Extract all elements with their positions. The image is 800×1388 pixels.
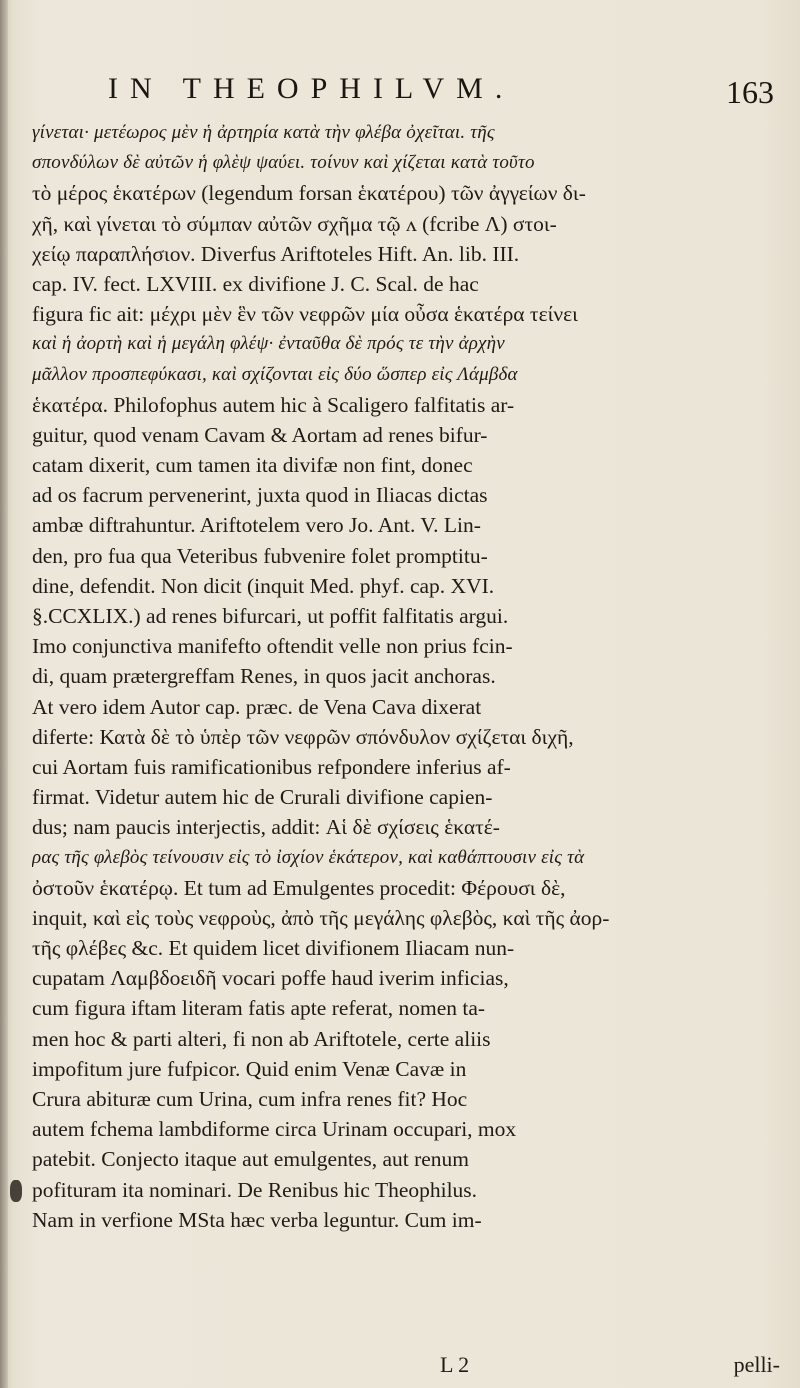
text-line: χείῳ παραπλήσιον. Diverfus Ariftoteles Hift. An. lib. III.: [32, 241, 520, 266]
text-line: ἑκατέρα. Philofophus autem hic à Scaligero falfitatis ar-: [32, 392, 515, 417]
text-line: σπονδύλων δὲ αὐτῶν ἡ φλὲψ ψαύει. τοίνυν καὶ χίζεται κατὰ τοῦτο: [32, 152, 535, 174]
text-line: cui Aortam fuis ramificationibus refpondere inferius af-: [32, 754, 511, 779]
text-line: ambæ diftrahuntur. Ariftotelem vero Jo. Ant. V. Lin-: [32, 513, 481, 538]
text-line: καὶ ἡ ἀορτὴ καὶ ἡ μεγάλη φλέψ· ἐνταῦθα δὲ πρός τε τὴν ἀρχὴν: [32, 333, 505, 355]
ink-blot: [10, 1180, 22, 1202]
text-line: autem fchema lambdiforme circa Urinam occupari, mox: [32, 1117, 517, 1142]
text-line: inquit, καὶ εἰς τοὺς νεφροὺς, ἀπὸ τῆς μεγάλης φλεβὸς, καὶ τῆς ἀορ-: [32, 905, 610, 930]
text-line: γίνεται· μετέωρος μὲν ἡ ἀρτηρία κατὰ τὴν φλέβα ὀχεῖται. τῆς: [32, 122, 495, 143]
page-footer: [440, 1352, 780, 1384]
text-line: catam dixerit, cum tamen ita divifæ non fint, donec: [32, 453, 473, 478]
text-line: Imo conjunctiva manifefto oftendit velle non prius fcin-: [32, 634, 513, 659]
text-line: ad os facrum pervenerint, juxta quod in Iliacas dictas: [32, 483, 488, 508]
text-line: τῆς φλέβες &c. Et quidem licet divifionem Iliacam nun-: [32, 936, 515, 961]
text-line: ρας τῆς φλεβὸς τείνουσιν εἰς τὸ ἰσχίον ἑκάτερον, καὶ καθάπτουσιν εἰς τὰ: [32, 846, 585, 868]
text-line: ὀστοῦν ἑκατέρῳ. Et tum ad Emulgentes procedit: Φέρουσι δὲ,: [32, 875, 566, 900]
text-line: τὸ μέρος ἑκατέρων (legendum forsan ἑκατέρου) τῶν ἀγγείων δι-: [32, 181, 586, 206]
page-header: [108, 72, 798, 116]
text-line: χῆ, καὶ γίνεται τὸ σύμπαν αὐτῶν σχῆμα τῷ ʌ (fcribe Λ) στοι-: [32, 211, 557, 236]
text-line: cum figura iftam literam fatis apte referat, nomen ta-: [32, 996, 486, 1021]
signature-mark: L 2: [440, 1352, 470, 1377]
text-line: cupatam Λαμβδοειδῆ vocari poffe haud iverim inficias,: [32, 966, 509, 991]
body-text: [32, 118, 782, 1235]
text-line: men hoc & parti alteri, fi non ab Ariftotele, certe aliis: [32, 1026, 491, 1051]
running-title: IN THEOPHILVM.: [108, 72, 515, 105]
catchword: pelli-: [733, 1352, 780, 1377]
text-line: At vero idem Autor cap. præc. de Vena Cava dixerat: [32, 694, 482, 719]
text-line: Nam in verfione MSta hæc verba leguntur. Cum im-: [32, 1207, 482, 1232]
text-line: §.CCXLIX.) ad renes bifurcari, ut poffit falfitatis argui.: [32, 604, 509, 628]
text-line: figura fic ait: μέχρι μὲν ἓν τῶν νεφρῶν μία οὖσα ἑκατέρα τείνει: [32, 302, 578, 327]
text-line: μᾶλλον προσπεφύκασι, καὶ σχίζονται εἰς δύο ὥσπερ εἰς Λάμβδα: [32, 363, 518, 385]
text-line: dine, defendit. Non dicit (inquit Med. phyf. cap. XVI.: [32, 573, 495, 598]
page-gutter: [0, 0, 8, 1388]
text-line: impofitum jure fufpicor. Quid enim Venæ Cavæ in: [32, 1056, 467, 1081]
text-line: firmat. Videtur autem hic de Crurali divifione capien-: [32, 785, 493, 810]
page-number: 163: [726, 74, 774, 110]
text-line: guitur, quod venam Cavam & Aortam ad renes bifur-: [32, 422, 488, 447]
text-line: Crura abituræ cum Urina, cum infra renes fit? Hoc: [32, 1087, 468, 1111]
text-line: di, quam prætergreffam Renes, in quos jacit anchoras.: [32, 664, 496, 689]
text-line: cap. IV. fect. LXVIII. ex divifione J. C. Scal. de hac: [32, 271, 479, 296]
text-line: patebit. Conjecto itaque aut emulgentes, aut renum: [32, 1147, 470, 1172]
text-line: pofituram ita nominari. De Renibus hic Theophilus.: [32, 1177, 478, 1202]
text-line: dus; nam paucis interjectis, addit: Αἱ δὲ σχίσεις ἑκατέ-: [32, 815, 500, 840]
text-line: den, pro fua qua Veteribus fubvenire folet promptitu-: [32, 543, 488, 568]
text-line: diferte: Κατὰ δὲ τὸ ὑπὲρ τῶν νεφρῶν σπόνδυλον σχίζεται διχῆ,: [32, 724, 574, 749]
